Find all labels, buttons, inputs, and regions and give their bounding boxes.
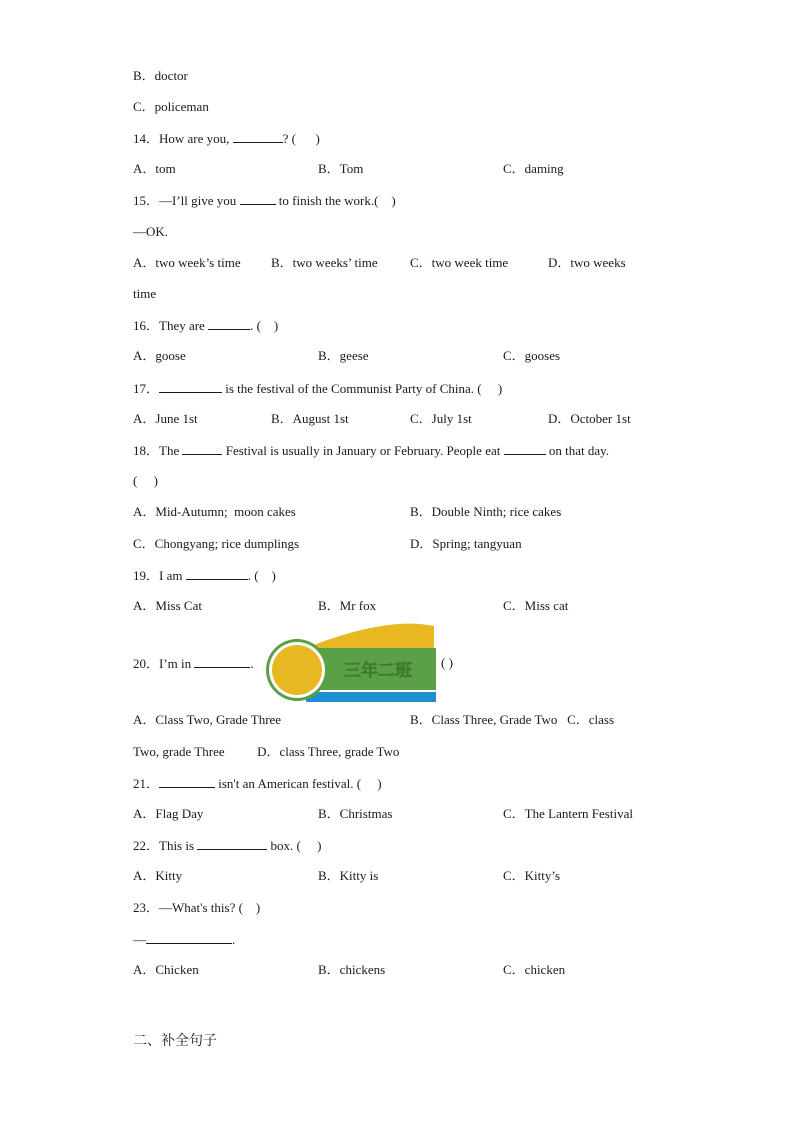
q18-option-c: C．Chongyang; rice dumplings — [133, 536, 300, 551]
q22-option-b: B．Kitty is — [318, 868, 379, 883]
option-b-doctor: B．doctor — [133, 68, 188, 83]
q16-option-c: C．gooses — [503, 348, 561, 363]
q21-option-c: C．The Lantern Festival — [503, 806, 633, 821]
question-23-reply: — . — [133, 932, 236, 947]
answer-blank — [208, 317, 250, 330]
q16-option-b: B．geese — [318, 348, 369, 363]
question-22: 22．This is box. ( ) — [133, 838, 322, 853]
question-20: 20．I’m in . — [133, 656, 254, 671]
q20-option-b-c: B．Class Three, Grade Two C．class — [410, 712, 615, 727]
option-c-policeman: C．policeman — [133, 99, 209, 114]
question-19: 19．I am . ( ) — [133, 568, 276, 583]
q17-option-c: C．July 1st — [410, 411, 472, 426]
question-14: 14．How are you, ? ( ) — [133, 131, 320, 146]
question-17: 17． is the festival of the Communist Party of China. ( ) — [133, 381, 503, 396]
q14-option-c: C．daming — [503, 161, 564, 176]
q18-option-d: D．Spring; tangyuan — [410, 536, 522, 551]
badge-class-label: 三年二班 — [344, 661, 412, 681]
q17-option-d: D．October 1st — [548, 411, 631, 426]
answer-blank — [194, 655, 250, 668]
q19-option-b: B．Mr fox — [318, 598, 377, 613]
answer-blank — [233, 130, 283, 143]
q23-option-a: A．Chicken — [133, 962, 199, 977]
answer-blank — [197, 837, 267, 850]
q18-option-b: B．Double Ninth; rice cakes — [410, 504, 562, 519]
q20-option-c-d-wrap: Two, grade Three D．class Three, grade Two — [133, 744, 400, 759]
question-15-reply: —OK. — [133, 224, 169, 239]
q22-option-c: C．Kitty’s — [503, 868, 561, 883]
answer-blank — [146, 931, 232, 944]
q19-option-c: C．Miss cat — [503, 598, 569, 613]
q14-option-a: A．tom — [133, 161, 176, 176]
q20-option-a: A．Class Two, Grade Three — [133, 712, 282, 727]
q15-option-b: B．two weeks’ time — [271, 255, 378, 270]
q18-option-a: A．Mid-Autumn; moon cakes — [133, 504, 296, 519]
class-badge-graphic — [266, 622, 438, 704]
q15-option-d-wrap: time — [133, 286, 157, 301]
q19-option-a: A．Miss Cat — [133, 598, 202, 613]
section-title: 二、补全句子 — [133, 1033, 217, 1049]
q21-option-a: A．Flag Day — [133, 806, 204, 821]
answer-blank — [504, 442, 546, 455]
q23-option-b: B．chickens — [318, 962, 386, 977]
question-23: 23．—What's this? ( ) — [133, 900, 261, 915]
answer-blank — [182, 442, 222, 455]
question-18: 18．The Festival is usually in January or February. People eat on that day. — [133, 443, 610, 458]
q16-option-a: A．goose — [133, 348, 186, 363]
q15-option-a: A．two week’s time — [133, 255, 241, 270]
q15-option-c: C．two week time — [410, 255, 509, 270]
q22-option-a: A．Kitty — [133, 868, 183, 883]
question-18-paren: ( ) — [133, 473, 158, 488]
q21-option-b: B．Christmas — [318, 806, 393, 821]
badge-sun-circle — [272, 645, 322, 695]
q14-option-b: B．Tom — [318, 161, 364, 176]
answer-blank — [240, 192, 276, 205]
badge-blue-band — [306, 692, 436, 702]
question-20-paren: ( ) — [441, 655, 453, 670]
question-15: 15．—I’ll give you to finish the work.( ) — [133, 193, 396, 208]
q23-option-c: C．chicken — [503, 962, 566, 977]
answer-blank — [159, 380, 222, 393]
answer-blank — [186, 567, 248, 580]
badge-yellow-swoosh — [306, 624, 434, 648]
answer-blank — [159, 775, 215, 788]
question-21: 21． isn't an American festival. ( ) — [133, 776, 382, 791]
question-16: 16．They are . ( ) — [133, 318, 279, 333]
q15-option-d: D．two weeks — [548, 255, 626, 270]
q17-option-a: A．June 1st — [133, 411, 198, 426]
q17-option-b: B．August 1st — [271, 411, 349, 426]
